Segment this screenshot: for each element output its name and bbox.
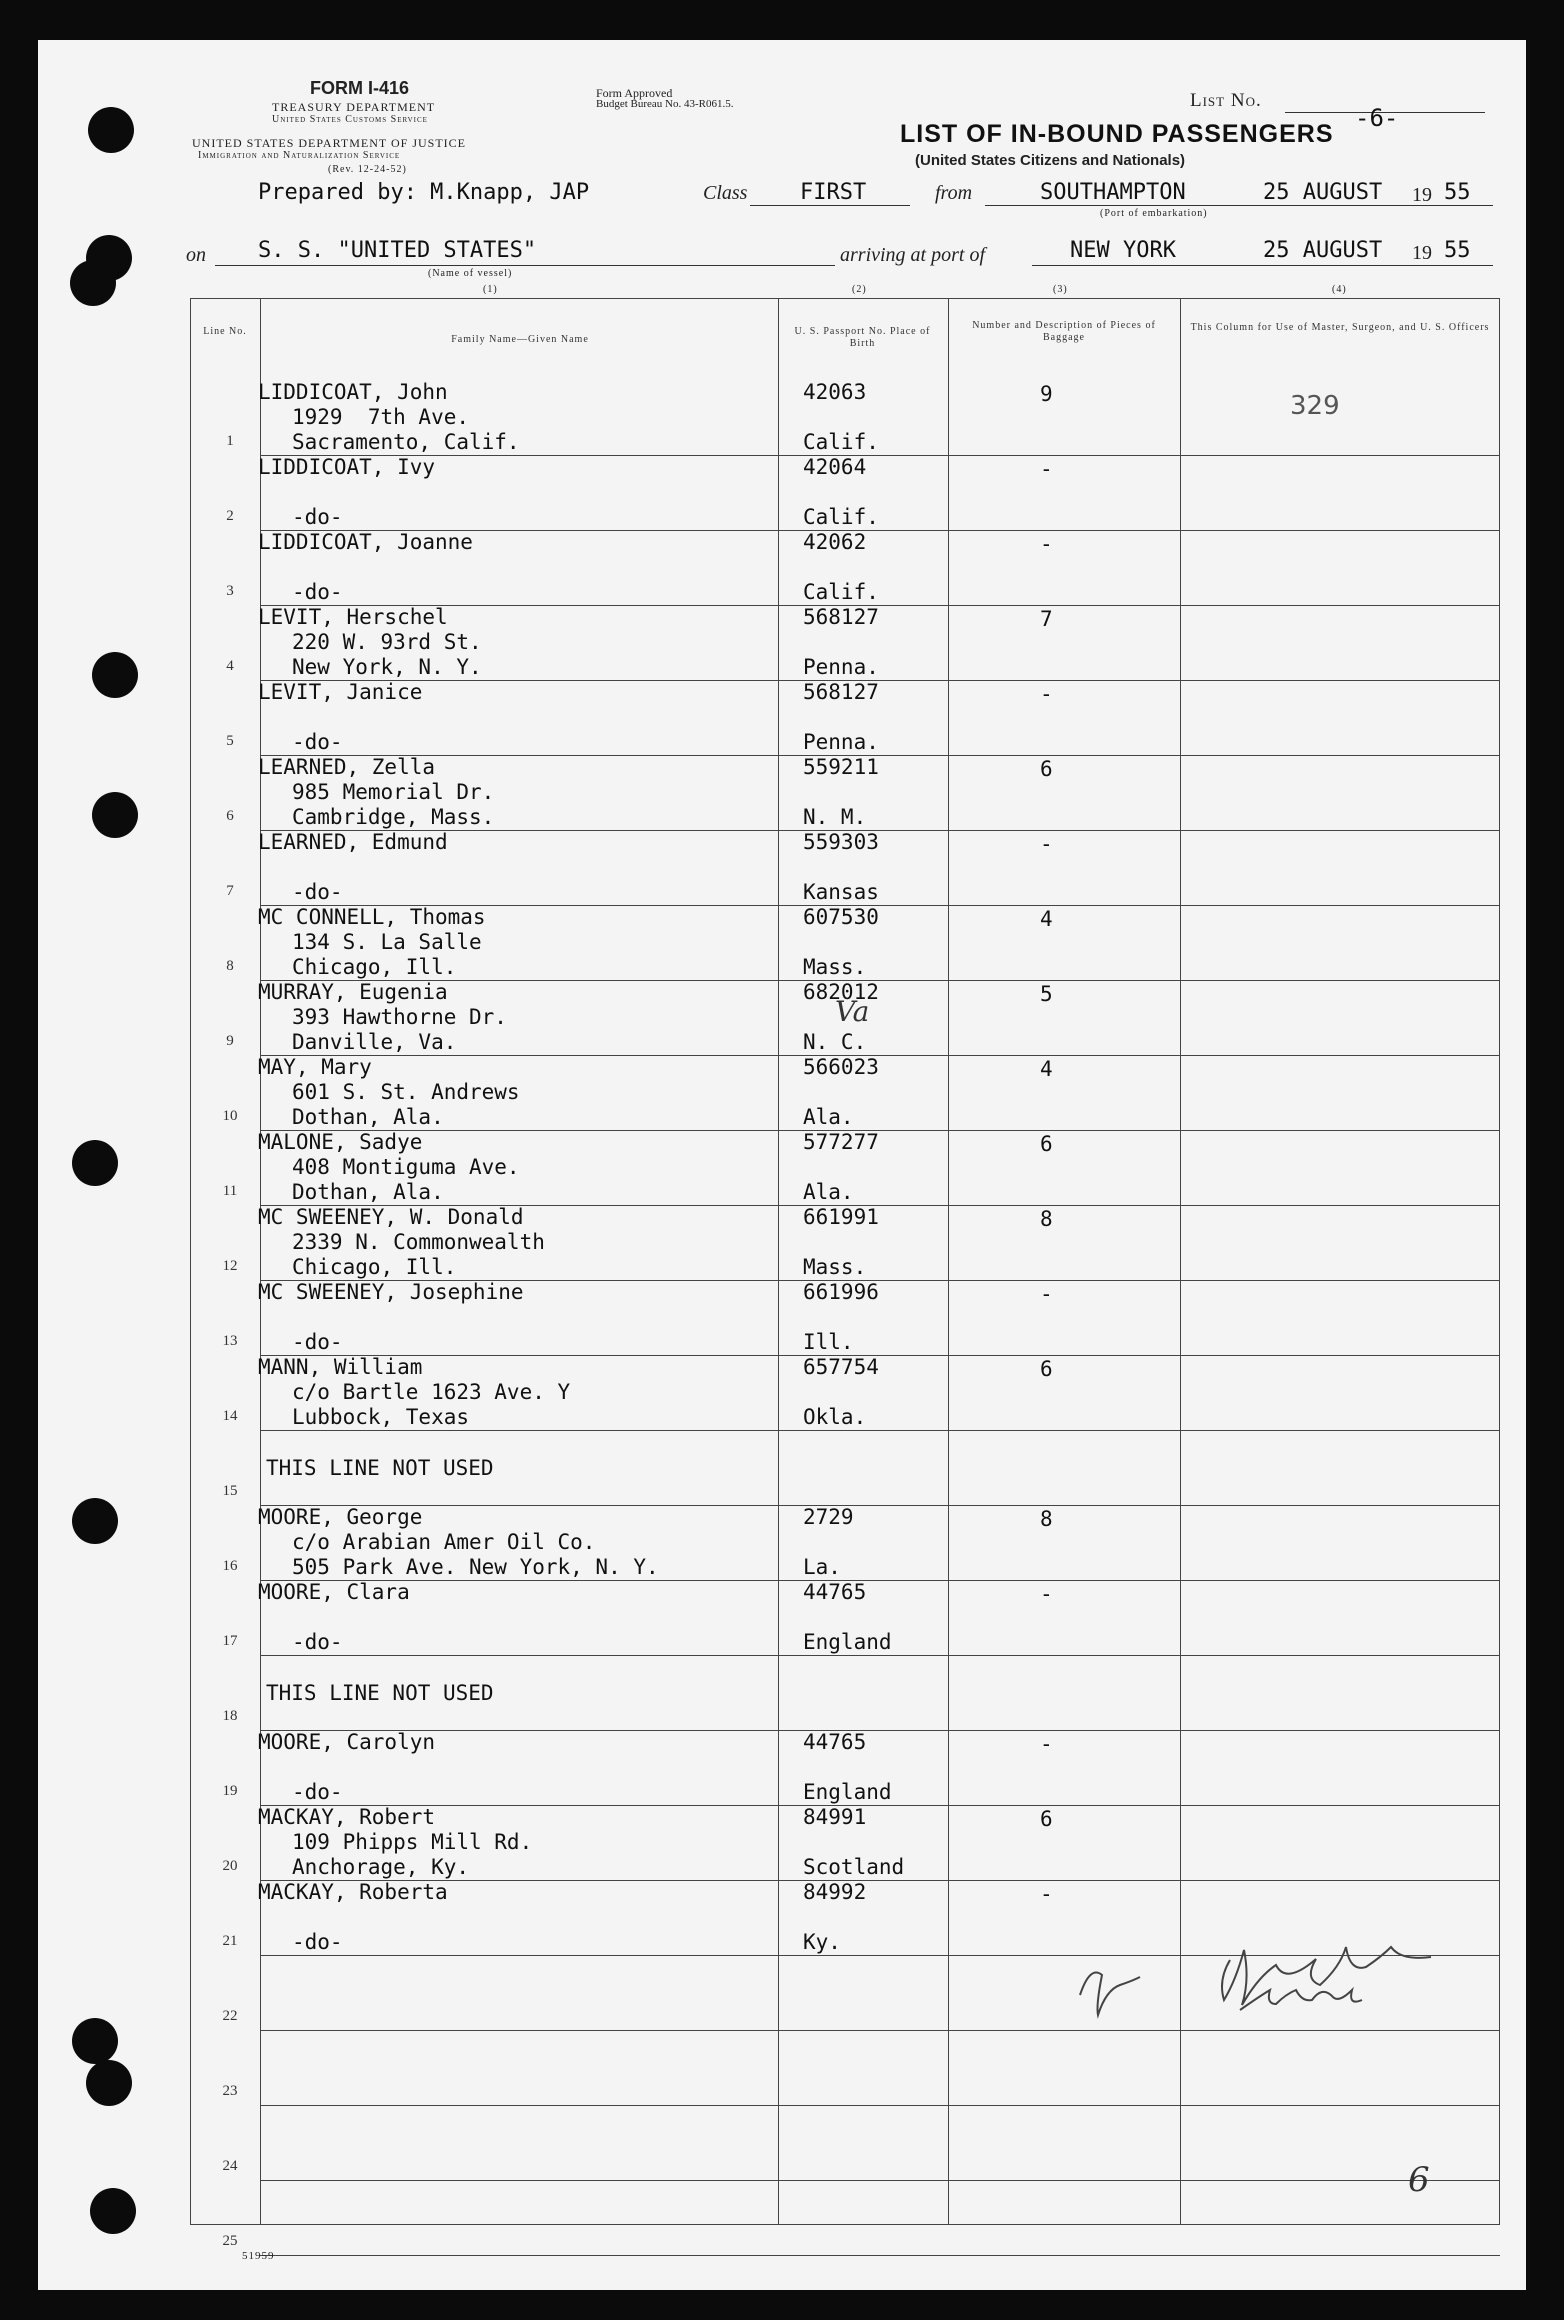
form-number: FORM I-416 xyxy=(310,78,410,98)
passport-number: 42064 xyxy=(803,455,867,479)
address-line-1: c/o Bartle 1623 Ave. Y xyxy=(292,1380,571,1404)
baggage-count: - xyxy=(1040,1582,1053,1606)
place-of-birth: Mass. xyxy=(803,955,867,979)
passenger-name: LEVIT, Janice xyxy=(258,680,423,704)
place-of-birth: Penna. xyxy=(803,730,879,754)
address-line-2: 505 Park Ave. New York, N. Y. xyxy=(292,1555,659,1579)
baggage-count: 6 xyxy=(1040,1357,1053,1381)
arrival-line xyxy=(1032,265,1493,266)
address-line-2: Dothan, Ala. xyxy=(292,1105,444,1129)
passport-number: 44765 xyxy=(803,1730,867,1754)
address-line-2: Dothan, Ala. xyxy=(292,1180,444,1204)
line-number: 23 xyxy=(222,2083,238,2099)
address-line-2: -do- xyxy=(292,1330,343,1354)
line-number: 11 xyxy=(222,1183,238,1199)
place-of-birth: Ala. xyxy=(803,1105,854,1129)
line-number: 19 xyxy=(222,1783,238,1799)
place-of-birth: England xyxy=(803,1630,892,1654)
passport-number: 661996 xyxy=(803,1280,879,1304)
place-of-birth: Penna. xyxy=(803,655,879,679)
baggage-count: 4 xyxy=(1040,907,1053,931)
line-not-used: THIS LINE NOT USED xyxy=(266,1681,494,1705)
address-line-1: 601 S. St. Andrews xyxy=(292,1080,520,1104)
passenger-name: LEARNED, Zella xyxy=(258,755,436,779)
line-number: 20 xyxy=(222,1858,238,1874)
row-line xyxy=(260,1580,1500,1581)
line-not-used: THIS LINE NOT USED xyxy=(266,1456,494,1480)
list-number: -6- xyxy=(1355,104,1399,132)
baggage-count: - xyxy=(1040,1282,1053,1306)
line-number: 4 xyxy=(226,658,234,674)
punch-hole xyxy=(86,2060,132,2106)
line-number: 9 xyxy=(226,1033,234,1049)
passenger-name: MC SWEENEY, W. Donald xyxy=(258,1205,524,1229)
line-number: 24 xyxy=(222,2158,238,2174)
passenger-name: MAY, Mary xyxy=(258,1055,372,1079)
address-line-1: 985 Memorial Dr. xyxy=(292,780,495,804)
column-number-3: (3) xyxy=(1053,284,1068,295)
baggage-count: 6 xyxy=(1040,757,1053,781)
passenger-name: MALONE, Sadye xyxy=(258,1130,423,1154)
class-line xyxy=(750,205,910,206)
vessel-name: S. S. "UNITED STATES" xyxy=(258,238,537,263)
on-label: on xyxy=(186,244,206,266)
line-number: 3 xyxy=(226,583,234,599)
baggage-count: - xyxy=(1040,832,1053,856)
punch-hole xyxy=(86,235,132,281)
row-line xyxy=(260,2030,1500,2031)
from-label: from xyxy=(935,182,973,204)
vessel-line xyxy=(215,265,835,266)
passenger-name: MACKAY, Roberta xyxy=(258,1880,448,1904)
address-line-2: -do- xyxy=(292,880,343,904)
address-line-2: -do- xyxy=(292,1930,343,1954)
punch-hole xyxy=(92,792,138,838)
passport-number: 657754 xyxy=(803,1355,879,1379)
form-title: LIST OF IN-BOUND PASSENGERS xyxy=(900,120,1334,148)
form-approved: Form Approved xyxy=(596,86,673,100)
address-line-1: c/o Arabian Amer Oil Co. xyxy=(292,1530,596,1554)
place-of-birth: Kansas xyxy=(803,880,879,904)
address-line-2: Chicago, Ill. xyxy=(292,1255,457,1279)
place-of-birth: Mass. xyxy=(803,1255,867,1279)
place-of-birth: La. xyxy=(803,1555,841,1579)
line-number: 18 xyxy=(222,1708,238,1724)
passport-number: 42062 xyxy=(803,530,867,554)
passenger-name: MOORE, Carolyn xyxy=(258,1730,436,1754)
address-line-2: -do- xyxy=(292,580,343,604)
passenger-name: MANN, William xyxy=(258,1355,423,1379)
passenger-name: MC CONNELL, Thomas xyxy=(258,905,486,929)
passport-number: 577277 xyxy=(803,1130,879,1154)
passenger-name: LEARNED, Edmund xyxy=(258,830,448,854)
address-line-1: 220 W. 93rd St. xyxy=(292,630,482,654)
revision-date: (Rev. 12-24-52) xyxy=(328,164,407,175)
print-code: 51959 xyxy=(242,2250,275,2262)
treasury-department: TREASURY DEPARTMENT xyxy=(272,100,436,114)
baggage-count: - xyxy=(1040,682,1053,706)
address-line-2: -do- xyxy=(292,730,343,754)
prepared-by: Prepared by: M.Knapp, JAP xyxy=(258,180,590,205)
line-number: 13 xyxy=(222,1333,238,1349)
punch-hole xyxy=(88,107,134,153)
header-line-no: Line No. xyxy=(203,326,247,337)
baggage-count: - xyxy=(1040,457,1053,481)
punch-hole xyxy=(92,652,138,698)
passport-number: 559303 xyxy=(803,830,879,854)
header-officers: This Column for Use of Master, Surgeon, and U. S. Officers xyxy=(1190,322,1490,333)
passport-number: 568127 xyxy=(803,605,879,629)
address-line-1: 408 Montiguma Ave. xyxy=(292,1155,520,1179)
row-line xyxy=(260,1355,1500,1356)
address-line-2: Cambridge, Mass. xyxy=(292,805,495,829)
passport-number: 559211 xyxy=(803,755,879,779)
passenger-name: LIDDICOAT, John xyxy=(258,380,448,404)
baggage-count: - xyxy=(1040,1882,1053,1906)
line-number: 10 xyxy=(222,1108,238,1124)
passport-number: 2729 xyxy=(803,1505,854,1529)
arrival-year: 55 xyxy=(1444,238,1471,263)
passenger-name: LIDDICOAT, Ivy xyxy=(258,455,436,479)
line-number: 6 xyxy=(226,808,234,824)
vessel-caption: (Name of vessel) xyxy=(428,268,513,279)
punch-hole xyxy=(72,1498,118,1544)
column-divider xyxy=(260,298,261,2225)
place-of-birth: N. C. xyxy=(803,1030,867,1054)
place-of-birth: Ky. xyxy=(803,1930,841,1954)
place-of-birth: England xyxy=(803,1780,892,1804)
handwritten-correction: Va xyxy=(835,995,870,1028)
row-line xyxy=(260,680,1500,681)
passenger-name: LEVIT, Herschel xyxy=(258,605,448,629)
row-line xyxy=(260,1655,1500,1656)
line-number: 2 xyxy=(226,508,234,524)
class-value: FIRST xyxy=(800,180,867,205)
row-line xyxy=(260,755,1500,756)
line-number: 7 xyxy=(226,883,234,899)
row-line xyxy=(260,1505,1500,1506)
line-number: 17 xyxy=(222,1633,238,1649)
row-line xyxy=(260,455,1500,456)
baggage-count: - xyxy=(1040,1732,1053,1756)
row-line xyxy=(260,1730,1500,1731)
passenger-name: MACKAY, Robert xyxy=(258,1805,436,1829)
row-line xyxy=(260,1805,1500,1806)
address-line-2: -do- xyxy=(292,1780,343,1804)
passenger-name: MURRAY, Eugenia xyxy=(258,980,448,1004)
line-number: 12 xyxy=(222,1258,238,1274)
row-line xyxy=(260,2255,1500,2256)
place-of-birth: Okla. xyxy=(803,1405,867,1429)
address-line-2: -do- xyxy=(292,505,343,529)
passenger-name: MOORE, Clara xyxy=(258,1580,410,1604)
arriving-label: arriving at port of xyxy=(840,244,986,266)
embarkation-year-prefix: 19 xyxy=(1412,184,1432,206)
justice-department: UNITED STATES DEPARTMENT OF JUSTICE xyxy=(192,136,467,150)
passport-number: 568127 xyxy=(803,680,879,704)
line-number: 8 xyxy=(226,958,234,974)
inspector-signature xyxy=(1070,1920,1510,2030)
baggage-count: 4 xyxy=(1040,1057,1053,1081)
baggage-count: 6 xyxy=(1040,1132,1053,1156)
class-label: Class xyxy=(703,182,748,204)
address-line-2: Lubbock, Texas xyxy=(292,1405,470,1429)
address-line-2: Sacramento, Calif. xyxy=(292,430,520,454)
place-of-birth: Calif. xyxy=(803,505,879,529)
baggage-count: 6 xyxy=(1040,1807,1053,1831)
passport-number: 607530 xyxy=(803,905,879,929)
baggage-count: - xyxy=(1040,532,1053,556)
place-of-birth: Calif. xyxy=(803,430,879,454)
line-number: 22 xyxy=(222,2008,238,2024)
passenger-name: MC SWEENEY, Josephine xyxy=(258,1280,524,1304)
header-passport: U. S. Passport No. Place of Birth xyxy=(794,326,931,349)
list-no-label: List No. xyxy=(1190,90,1262,111)
baggage-count: 9 xyxy=(1040,382,1053,406)
line-number: 25 xyxy=(222,2233,238,2249)
line-number: 16 xyxy=(222,1558,238,1574)
punch-hole xyxy=(72,2018,118,2064)
address-line-1: 2339 N. Commonwealth xyxy=(292,1230,545,1254)
line-number: 14 xyxy=(222,1408,238,1424)
line-number: 21 xyxy=(222,1933,238,1949)
passport-number: 84991 xyxy=(803,1805,867,1829)
place-of-birth: Ill. xyxy=(803,1330,854,1354)
embarkation-caption: (Port of embarkation) xyxy=(1100,208,1208,219)
punch-hole xyxy=(72,1140,118,1186)
row-line xyxy=(260,2105,1500,2106)
column-number-2: (2) xyxy=(852,284,867,295)
officer-note: 329 xyxy=(1290,391,1340,421)
immigration-service: Immigration and Naturalization Service xyxy=(198,150,401,161)
passport-number: 566023 xyxy=(803,1055,879,1079)
address-line-1: 393 Hawthorne Dr. xyxy=(292,1005,507,1029)
passport-number: 682012 xyxy=(803,980,879,1004)
header-name: Family Name—Given Name xyxy=(451,334,589,345)
column-number-1: (1) xyxy=(483,284,498,295)
port-of-arrival: NEW YORK xyxy=(1070,238,1176,263)
address-line-2: Chicago, Ill. xyxy=(292,955,457,979)
address-line-2: Anchorage, Ky. xyxy=(292,1855,470,1879)
address-line-1: 1929 7th Ave. xyxy=(292,405,470,429)
column-divider xyxy=(948,298,949,2225)
header-baggage: Number and Description of Pieces of Baggage xyxy=(972,320,1156,343)
budget-bureau: Budget Bureau No. 43-R061.5. xyxy=(596,98,734,110)
customs-service: United States Customs Service xyxy=(272,114,428,125)
arrival-date: 25 AUGUST xyxy=(1263,238,1383,263)
row-line xyxy=(260,1130,1500,1131)
address-line-2: Danville, Va. xyxy=(292,1030,457,1054)
column-number-4: (4) xyxy=(1332,284,1347,295)
handwritten-page-number: 6 xyxy=(1408,2160,1430,2200)
embarkation-year: 55 xyxy=(1444,180,1471,205)
address-line-2: New York, N. Y. xyxy=(292,655,482,679)
passport-number: 44765 xyxy=(803,1580,867,1604)
passport-number: 84992 xyxy=(803,1880,867,1904)
passport-number: 42063 xyxy=(803,380,867,404)
row-line xyxy=(260,1055,1500,1056)
column-divider xyxy=(778,298,779,2225)
address-line-1: 134 S. La Salle xyxy=(292,930,482,954)
address-line-2: -do- xyxy=(292,1630,343,1654)
row-line xyxy=(260,1430,1500,1431)
passenger-name: MOORE, George xyxy=(258,1505,423,1529)
line-number: 15 xyxy=(222,1483,238,1499)
port-of-embarkation: SOUTHAMPTON xyxy=(1040,180,1186,205)
passport-number: 661991 xyxy=(803,1205,879,1229)
place-of-birth: Calif. xyxy=(803,580,879,604)
baggage-count: 7 xyxy=(1040,607,1053,631)
passenger-name: LIDDICOAT, Joanne xyxy=(258,530,473,554)
place-of-birth: N. M. xyxy=(803,805,867,829)
line-number: 5 xyxy=(226,733,234,749)
punch-hole xyxy=(90,2188,136,2234)
embarkation-date: 25 AUGUST xyxy=(1263,180,1383,205)
row-line xyxy=(260,2180,1500,2181)
arrival-year-prefix: 19 xyxy=(1412,242,1432,264)
form-subtitle: (United States Citizens and Nationals) xyxy=(915,152,1186,169)
baggage-count: 8 xyxy=(1040,1507,1053,1531)
place-of-birth: Ala. xyxy=(803,1180,854,1204)
baggage-count: 8 xyxy=(1040,1207,1053,1231)
baggage-count: 5 xyxy=(1040,982,1053,1006)
place-of-birth: Scotland xyxy=(803,1855,905,1879)
address-line-1: 109 Phipps Mill Rd. xyxy=(292,1830,533,1854)
line-number: 1 xyxy=(226,433,234,449)
